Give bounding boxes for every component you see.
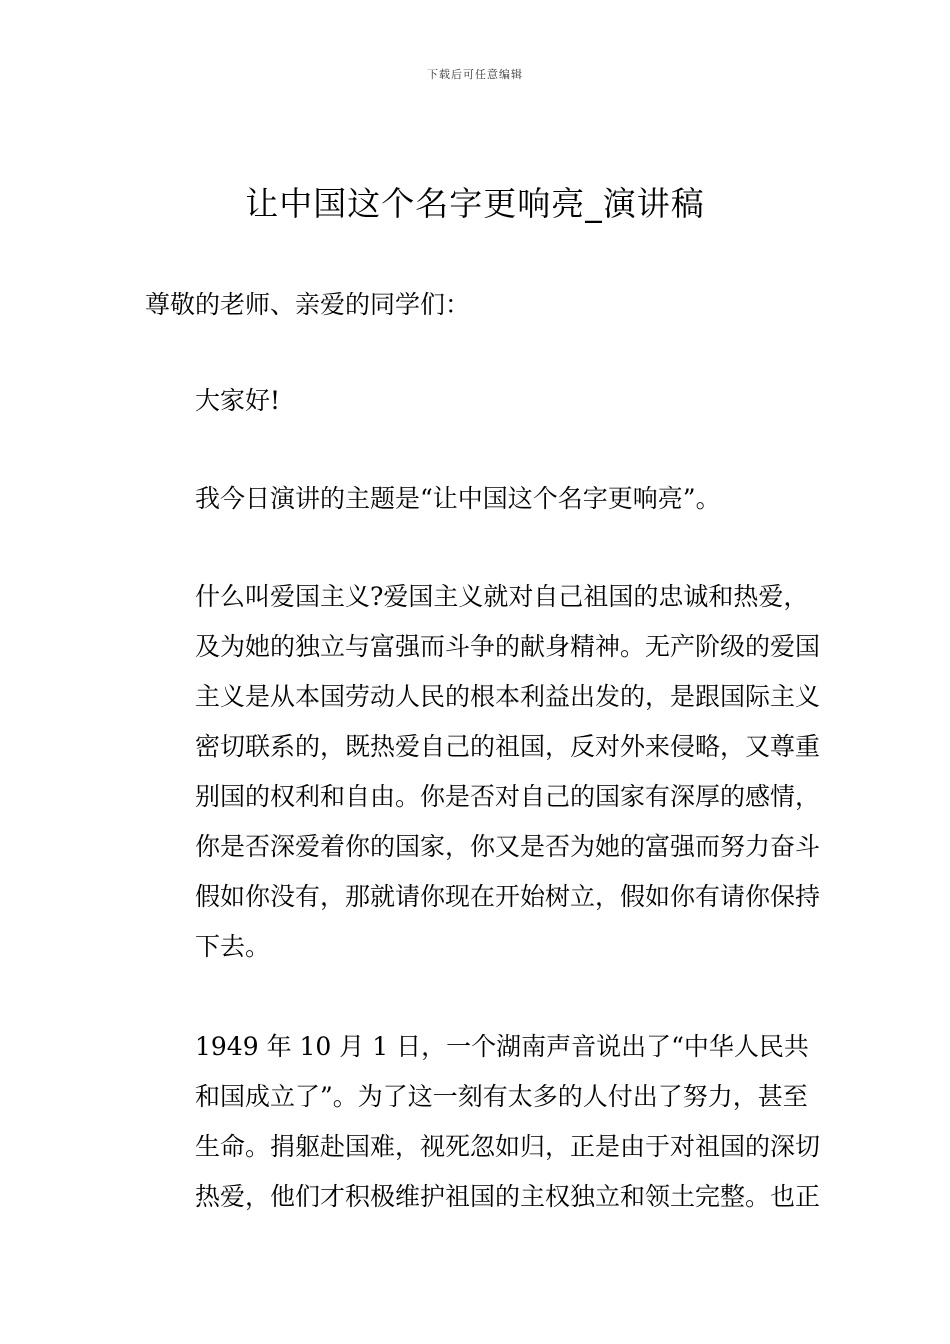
paragraph-line: 主义是从本国劳动人民的根本利益出发的，是跟国际主义 [195,682,821,711]
paragraph-line: 热爱，他们才积极维护祖国的主权独立和领土完整。也正 [195,1182,821,1211]
paragraph-line: 1949 年 10 月 1 日，一个湖南声音说出了“中华人民共 [195,1032,809,1061]
greeting: 大家好! [195,386,281,415]
paragraph-line: 下去。 [195,932,271,961]
paragraph-line: 密切联系的，既热爱自己的祖国，反对外来侵略，又尊重 [195,732,821,761]
paragraph-line: 及为她的独立与富强而斗争的献身精神。无产阶级的爱国 [195,632,821,661]
document-title: 让中国这个名字更响亮_演讲稿 [245,184,705,223]
paragraph-line: 假如你没有，那就请你现在开始树立，假如你有请你保持 [195,882,821,911]
paragraph-founding [145,1022,835,1222]
topic-sentence: 我今日演讲的主题是“让中国这个名字更响亮”。 [195,484,721,513]
paragraph-line: 和国成立了”。为了这一刻有太多的人付出了努力，甚至 [195,1082,808,1111]
paragraph-line: 你是否深爱着你的国家，你又是否为她的富强而努力奋斗 [195,832,821,861]
paragraph-line: 什么叫爱国主义?爱国主义就对自己祖国的忠诚和热爱， [195,582,809,611]
salutation: 尊敬的老师、亲爱的同学们： [145,290,471,319]
paragraph-line: 别国的权利和自由。你是否对自己的国家有深厚的感情， [195,782,821,811]
paragraph-line: 生命。捐躯赴国难，视死忽如归，正是由于对祖国的深切 [195,1132,821,1161]
paragraph-patriotism [145,572,835,972]
header-note: 下载后可任意编辑 [427,68,523,81]
